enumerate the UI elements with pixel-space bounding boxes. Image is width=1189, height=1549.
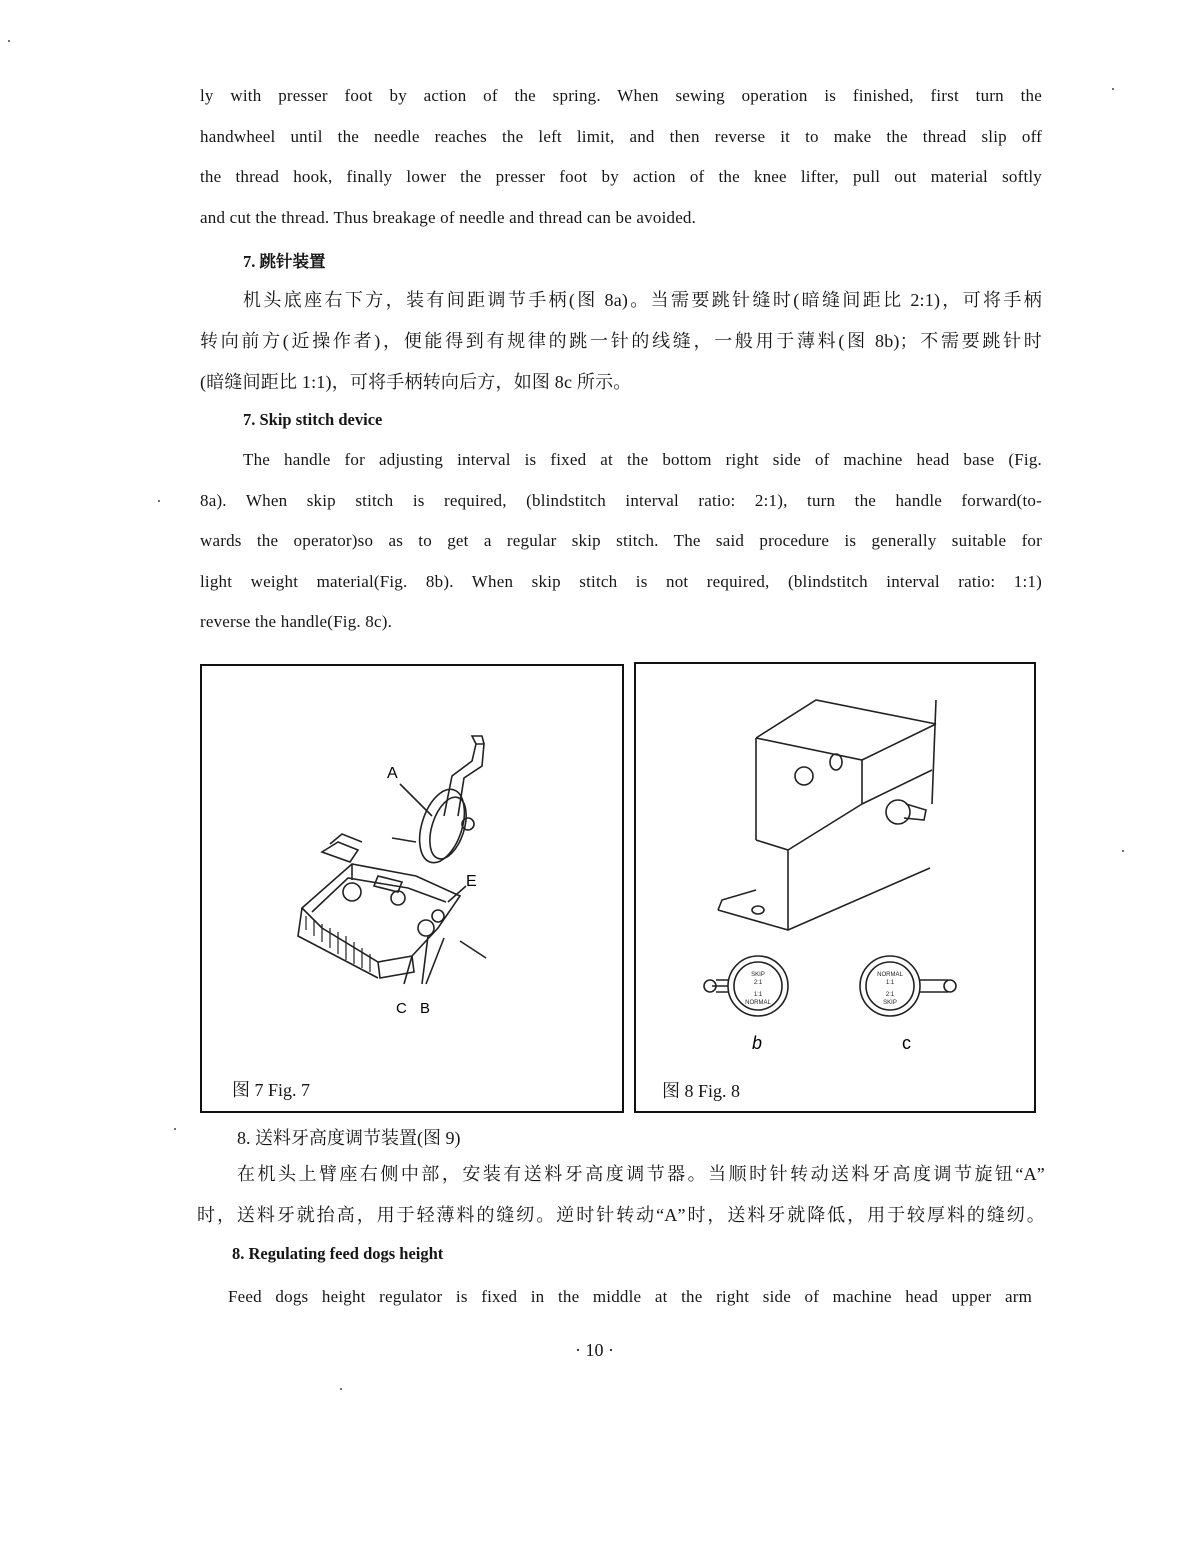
section-8-en-heading: 8. Regulating feed dogs height	[232, 1244, 444, 1263]
text-line: wards the operator)so as to get a regular skip stitch. The said procedure is generally suitable for	[200, 531, 1042, 550]
text-line: 8a). When skip stitch is required, (blindstitch interval ratio: 2:1), turn the handle forward(to-	[200, 490, 1042, 510]
figure-7-label-e: E	[466, 873, 477, 890]
text-line: light weight material(Fig. 8b). When skip stitch is not required, (blindstitch interval ratio: 1:1)	[200, 571, 1042, 591]
figure-8-label-b: b	[752, 1033, 763, 1053]
text-line: (暗缝间距比 1:1)，可将手柄转向后方，如图 8c 所示。	[200, 372, 632, 392]
figure-7-label-a: A	[387, 765, 398, 782]
figure-8-caption: 图 8 Fig. 8	[662, 1081, 741, 1101]
dial-b-mid: 2:1	[753, 980, 763, 986]
dial-c-top: NORMAL	[877, 972, 903, 978]
scan-speck	[158, 500, 160, 502]
text-line: ly with presser foot by action of the spring. When sewing operation is finished, first turn the	[200, 86, 1042, 105]
figure-8-panel	[634, 662, 1036, 1113]
text-line: reverse the handle(Fig. 8c).	[200, 612, 393, 631]
text-line: 时，送料牙就抬高，用于轻薄料的缝纫。逆时针转动“A”时，送料牙就降低，用于较厚料的缝纫。	[197, 1205, 1045, 1225]
figure-7-drawing	[202, 666, 622, 1111]
figure-8-drawing	[636, 664, 1034, 1111]
dial-c-bottom: SKIP	[883, 1000, 897, 1006]
section-7-zh-heading: 7. 跳针装置	[243, 252, 326, 271]
text-line: and cut the thread. Thus breakage of needle and thread can be avoided.	[200, 207, 697, 227]
figure-7-caption: 图 7 Fig. 7	[232, 1080, 311, 1100]
dial-c-low: 2:1	[885, 992, 895, 998]
scan-speck	[1112, 88, 1114, 90]
figure-7-label-b: B	[420, 1000, 431, 1017]
text-line: handwheel until the needle reaches the left limit, and then reverse it to make the thread slip off	[200, 126, 1042, 146]
scan-speck	[1122, 850, 1124, 852]
text-line: Feed dogs height regulator is fixed in the middle at the right side of machine head upper arm	[228, 1287, 1032, 1306]
section-7-en-heading: 7. Skip stitch device	[243, 410, 383, 429]
dial-c-mid: 1:1	[885, 980, 895, 986]
text-line: 在机头上臂座右侧中部，安装有送料牙高度调节器。当顺时针转动送料牙高度调节旋钮“A”	[237, 1164, 1045, 1184]
text-line: The handle for adjusting interval is fixed at the bottom right side of machine head base (Fig.	[243, 450, 1042, 469]
text-line: 机头底座右下方，装有间距调节手柄(图 8a)。当需要跳针缝时(暗缝间距比 2:1)，可将手柄	[243, 290, 1042, 310]
section-8-en-paragraph	[228, 1277, 1032, 1318]
section-8-zh-paragraph	[197, 1154, 1045, 1236]
section-8-zh-heading: 8. 送料牙高度调节装置(图 9)	[237, 1128, 461, 1148]
dial-b-top: SKIP	[751, 972, 765, 978]
text-line: the thread hook, finally lower the presser foot by action of the knee lifter, pull out material softly	[200, 167, 1042, 186]
scan-speck	[340, 1388, 342, 1390]
intro-paragraph	[200, 76, 1042, 238]
dial-b-low: 1:1	[753, 992, 763, 998]
figure-7-label-c: C	[396, 1000, 407, 1017]
figure-8-label-c: c	[902, 1033, 911, 1053]
scan-speck	[174, 1128, 176, 1130]
figure-7-panel	[200, 664, 624, 1113]
section-7-zh-paragraph	[200, 280, 1042, 403]
page-number: · 10 ·	[575, 1340, 614, 1360]
section-7-en-paragraph	[200, 440, 1042, 643]
dial-b-bottom: NORMAL	[745, 1000, 771, 1006]
scan-speck	[8, 40, 10, 42]
text-line: 转向前方(近操作者)，便能得到有规律的跳一针的线缝，一般用于薄料(图 8b)；不需要跳针时	[200, 331, 1042, 351]
